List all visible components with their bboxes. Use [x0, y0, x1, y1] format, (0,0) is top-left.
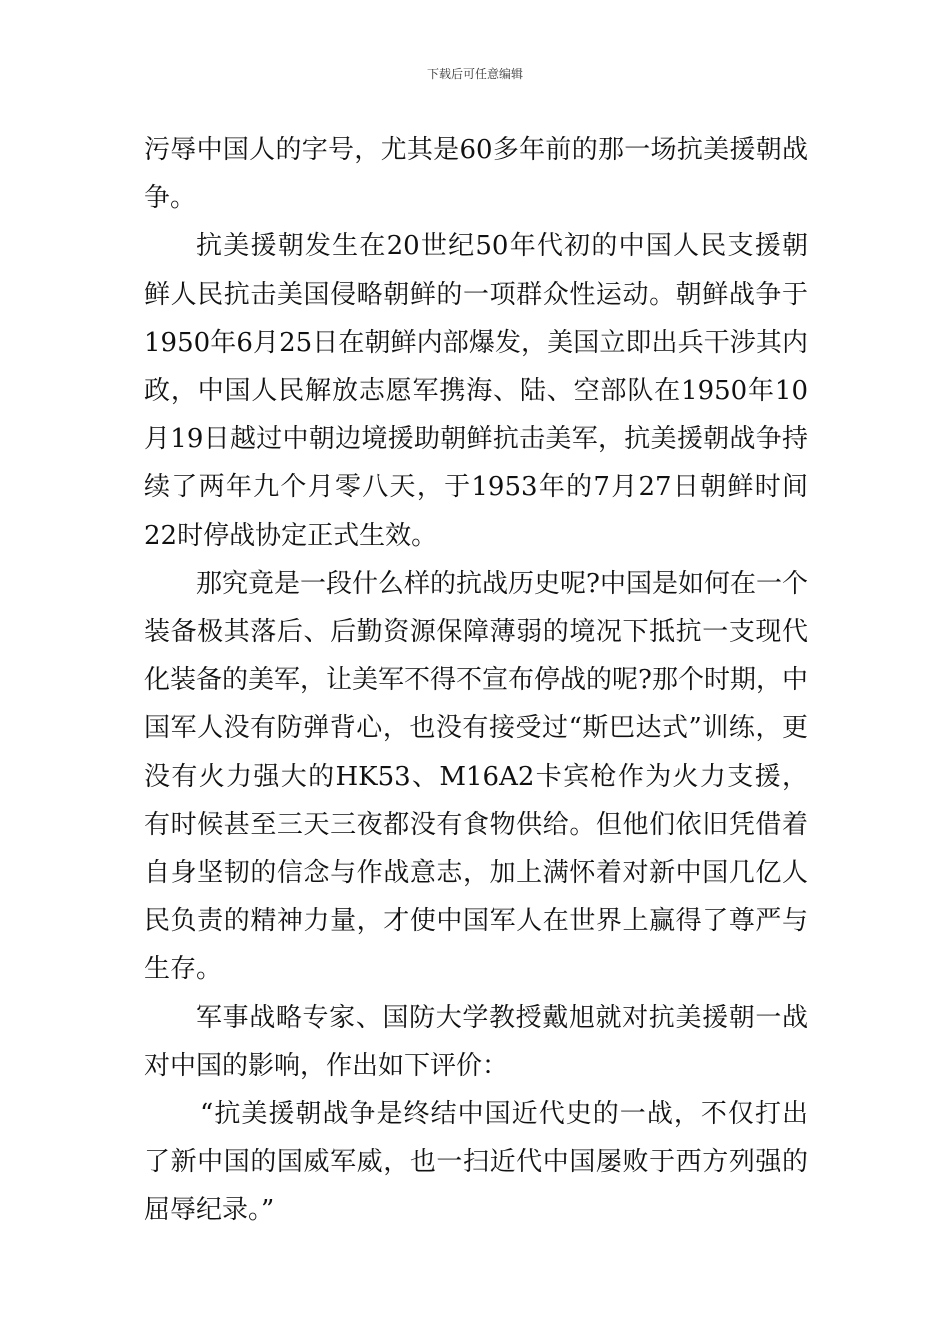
page-header: 下载后可任意编辑	[426, 67, 523, 81]
paragraph-expert: 军事战略专家、国防大学教授戴旭就对抗美援朝一战对中国的影响，作出如下评价：	[144, 1002, 808, 1081]
paragraph-history: 抗美援朝发生在20世纪50年代初的中国人民支援朝鲜人民抗击美国侵略朝鲜的一项群众性运动。朝鲜战争于1950年6月25日在朝鲜内部爆发，美国立即出兵干涉其内政，中国人民解放志愿军携海、陆、空部队在1950年10月19日越过中朝边境援助朝鲜抗击美军，抗美援朝战争持续了两年九个月零八天，于1953年的7月27日朝鲜时间22时停战协定正式生效。	[144, 231, 808, 551]
paragraph-quote: “抗美援朝战争是终结中国近代史的一战，不仅打出了新中国的国威军威，也一扫近代中国屡败于西方列强的屈辱纪录。”	[144, 1099, 808, 1226]
document-body	[144, 126, 808, 1235]
paragraph-question: 那究竟是一段什么样的抗战历史呢?中国是如何在一个装备极其落后、后勤资源保障薄弱的境况下抵抗一支现代化装备的美军，让美军不得不宣布停战的呢?那个时期，中国军人没有防弹背心，也没有接受过“斯巴达式”训练，更没有火力强大的HK53、M16A2卡宾枪作为火力支援，有时候甚至三天三夜都没有食物供给。但他们依旧凭借着自身坚韧的信念与作战意志，加上满怀着对新中国几亿人民负责的精神力量，才使中国军人在世界上赢得了尊严与生存。	[144, 568, 808, 985]
paragraph-continuation: 污辱中国人的字号，尤其是60多年前的那一场抗美援朝战争。	[144, 135, 808, 214]
